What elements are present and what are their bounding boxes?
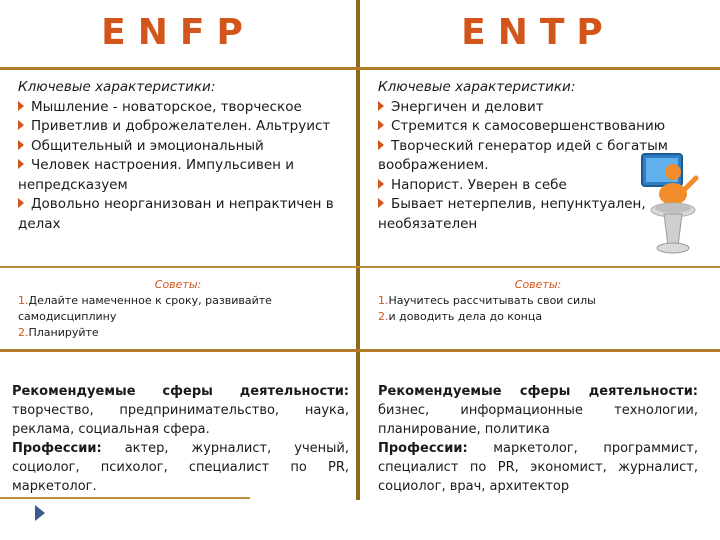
- entp-recommendations: [378, 382, 698, 496]
- list-item: Довольно неорганизован и непрактичен в: [18, 195, 350, 215]
- entp-prof-label: Профессии:: [378, 441, 468, 456]
- enfp-prof-text: актер, журналист, ученый, социолог, психолог, специалист по PR, маркетолог.: [12, 441, 349, 494]
- enfp-advice: [18, 277, 338, 341]
- entp-advice-heading: Советы:: [514, 278, 562, 291]
- list-item-continuation: непредсказуем: [18, 176, 128, 193]
- list-item-continuation: необязателен: [378, 215, 478, 232]
- list-item: Стремится к самосовершенствованию: [378, 117, 668, 137]
- bottom-divider: [0, 497, 250, 499]
- enfp-advice-heading: Советы:: [154, 278, 202, 291]
- list-item: Энергичен и деловит: [378, 98, 668, 118]
- bullet-arrow-icon: [378, 140, 384, 150]
- entp-advice: [378, 277, 698, 325]
- list-item: Творческий генератор идей с богатым: [378, 137, 668, 157]
- presenter-figure-icon: [640, 148, 710, 258]
- list-item: 2.и доводить дела до конца: [378, 310, 543, 323]
- list-item: 1.Делайте намеченное к сроку, развивайте самодисциплину: [18, 294, 272, 323]
- entp-traits-heading: Ключевые характеристики:: [378, 79, 576, 95]
- list-item: Приветлив и доброжелателен. Альтруист: [18, 117, 350, 137]
- entp-rec-label: Рекомендуемые сферы деятельности:: [378, 384, 698, 399]
- bullet-arrow-icon: [378, 101, 384, 111]
- column-divider: [356, 0, 360, 500]
- traits-divider: [0, 266, 720, 268]
- enfp-title: ENFP: [101, 12, 255, 53]
- list-item: Человек настроения. Импульсивен и: [18, 156, 350, 176]
- bullet-arrow-icon: [18, 198, 24, 208]
- enfp-recommendations: [12, 382, 349, 496]
- bullet-arrow-icon: [18, 159, 24, 169]
- enfp-traits-heading: Ключевые характеристики:: [18, 79, 216, 95]
- entp-rec-text: бизнес, информационные технологии, планирование, политика: [378, 403, 698, 437]
- next-slide-arrow-icon[interactable]: [35, 505, 45, 521]
- enfp-prof-label: Профессии:: [12, 441, 102, 456]
- advice-divider: [0, 349, 720, 352]
- list-item: Мышление - новаторское, творческое: [18, 98, 350, 118]
- bullet-arrow-icon: [18, 120, 24, 130]
- list-item: 1.Научитесь рассчитывать свои силы: [378, 294, 596, 307]
- enfp-traits: [18, 78, 350, 234]
- enfp-rec-text: творчество, предпринимательство, наука, реклама, социальная сфера.: [12, 403, 349, 437]
- list-item-continuation: воображением.: [378, 157, 489, 173]
- bullet-arrow-icon: [18, 101, 24, 111]
- list-item: Бывает нетерпелив, непунктуален,: [378, 195, 668, 215]
- enfp-rec-label: Рекомендуемые сферы деятельности:: [12, 384, 349, 399]
- entp-prof-text: маркетолог, программист, специалист по PR, экономист, журналист, социолог, врач, архитектор: [378, 441, 698, 494]
- entp-title: ENTP: [461, 12, 615, 53]
- list-item: 2.Планируйте: [18, 326, 99, 339]
- bullet-arrow-icon: [378, 179, 384, 189]
- list-item: Общительный и эмоциональный: [18, 137, 350, 157]
- header-divider: [0, 67, 720, 70]
- bullet-arrow-icon: [378, 120, 384, 130]
- list-item: Напорист. Уверен в себе: [378, 176, 668, 196]
- bullet-arrow-icon: [18, 140, 24, 150]
- entp-traits: [378, 78, 668, 234]
- list-item-continuation: делах: [18, 215, 61, 232]
- bullet-arrow-icon: [378, 198, 384, 208]
